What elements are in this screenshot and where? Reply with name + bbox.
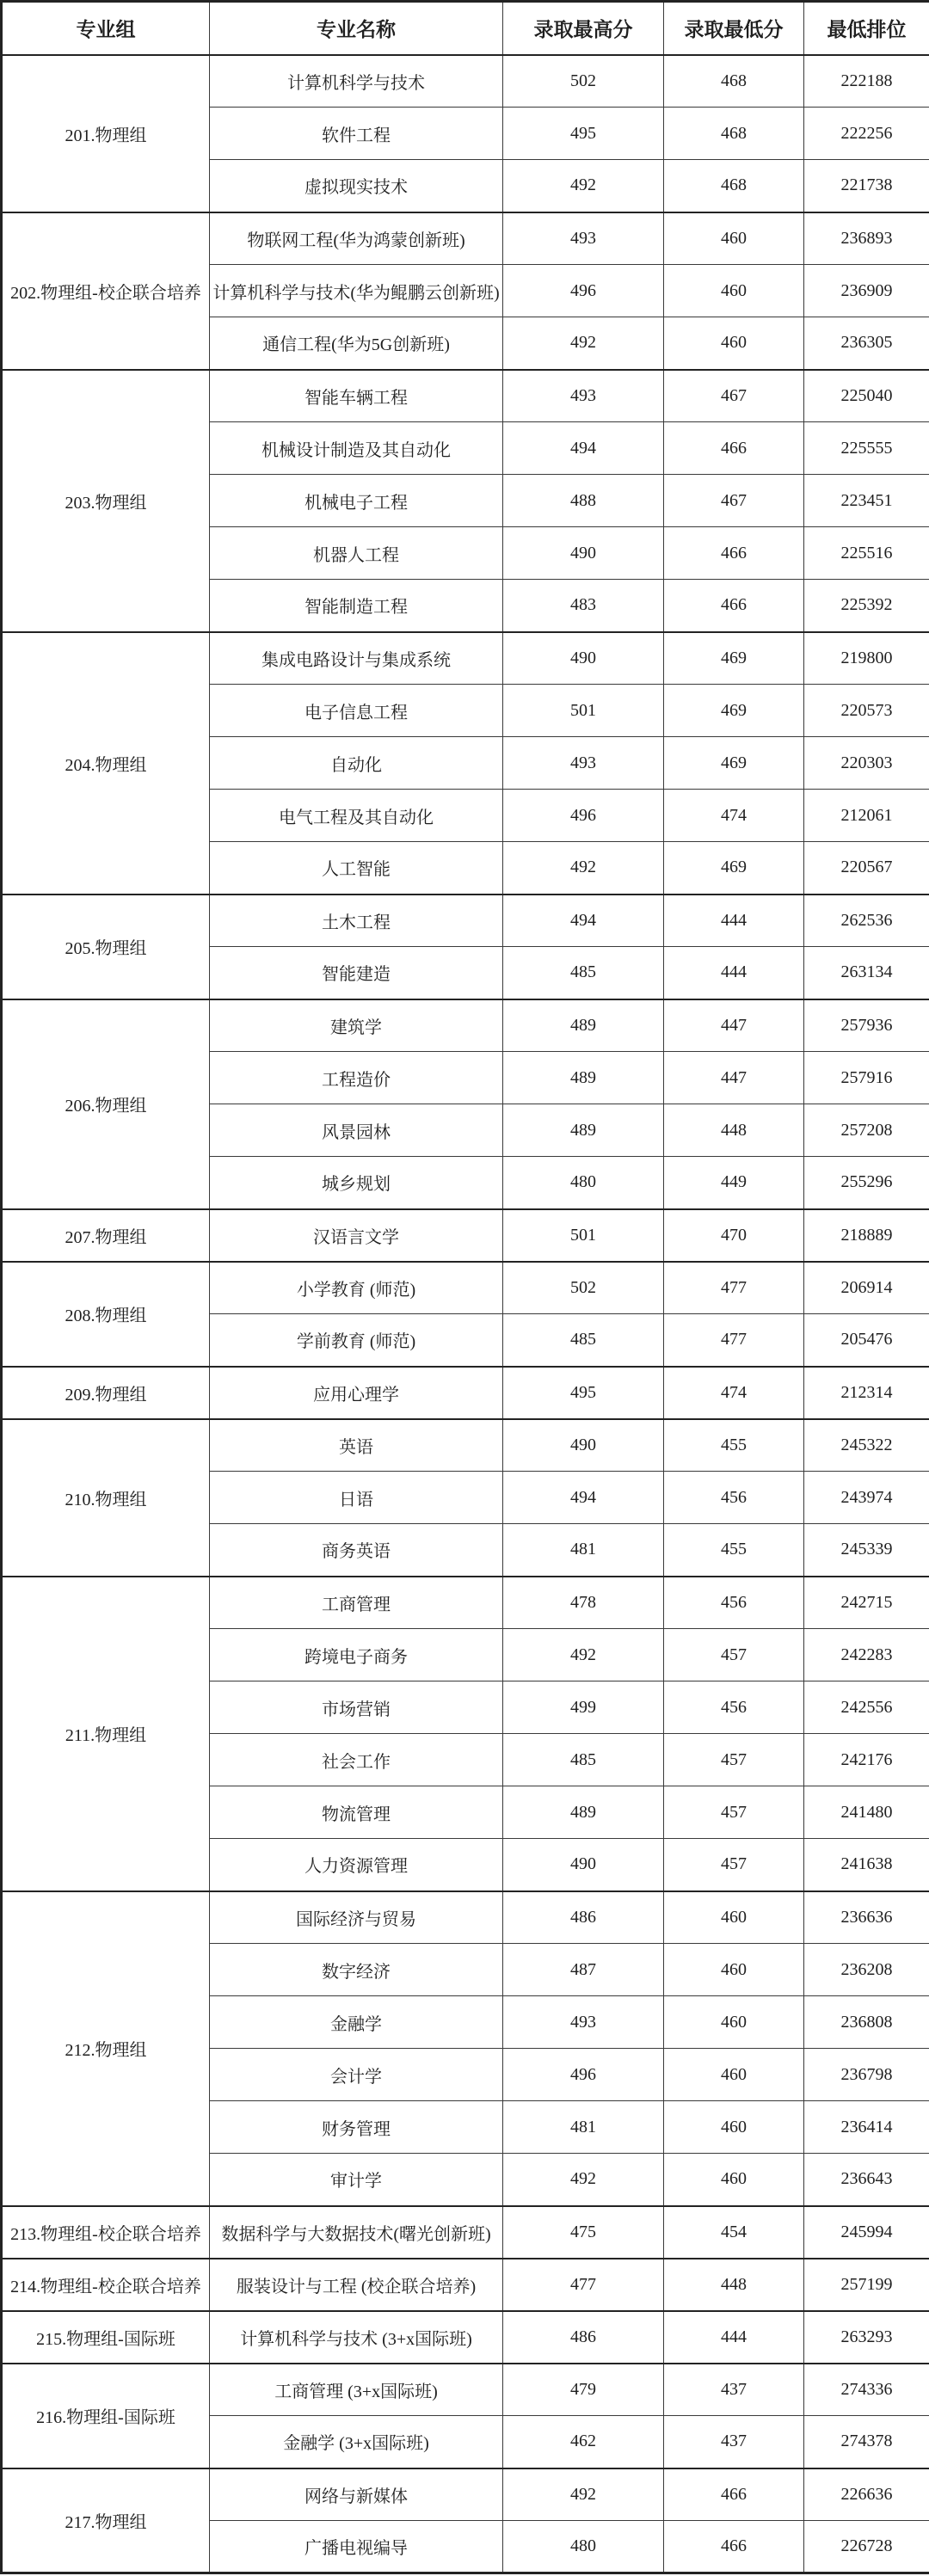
highest-score-cell: 479	[503, 2364, 664, 2416]
lowest-score-cell: 474	[664, 790, 804, 842]
lowest-rank-cell: 220303	[804, 737, 929, 790]
highest-score-cell: 493	[503, 1996, 664, 2049]
lowest-score-cell: 457	[664, 1629, 804, 1681]
lowest-rank-cell: 274378	[804, 2416, 929, 2468]
highest-score-cell: 502	[503, 1262, 664, 1314]
lowest-rank-cell: 226728	[804, 2521, 929, 2573]
highest-score-cell: 475	[503, 2206, 664, 2259]
header-row	[2, 2, 929, 55]
major-group-cell: 215.物理组-国际班	[2, 2311, 210, 2364]
lowest-rank-cell: 220567	[804, 842, 929, 895]
major-name-cell: 通信工程(华为5G创新班)	[210, 317, 503, 370]
lowest-rank-cell: 242283	[804, 1629, 929, 1681]
lowest-rank-cell: 257199	[804, 2259, 929, 2311]
lowest-score-cell: 469	[664, 842, 804, 895]
highest-score-cell: 493	[503, 370, 664, 422]
highest-score-cell: 485	[503, 947, 664, 999]
column-header-major-group: 专业组	[2, 2, 210, 55]
highest-score-cell: 495	[503, 108, 664, 160]
lowest-score-cell: 468	[664, 108, 804, 160]
highest-score-cell: 496	[503, 790, 664, 842]
highest-score-cell: 481	[503, 2101, 664, 2154]
table-row	[2, 370, 929, 422]
major-name-cell: 工商管理	[210, 1577, 503, 1629]
major-name-cell: 虚拟现实技术	[210, 160, 503, 212]
major-name-cell: 会计学	[210, 2049, 503, 2101]
lowest-score-cell: 460	[664, 317, 804, 370]
major-name-cell: 财务管理	[210, 2101, 503, 2154]
lowest-rank-cell: 242715	[804, 1577, 929, 1629]
major-group-cell: 213.物理组-校企联合培养	[2, 2206, 210, 2259]
lowest-score-cell: 437	[664, 2364, 804, 2416]
lowest-score-cell: 469	[664, 737, 804, 790]
major-group-cell: 217.物理组	[2, 2468, 210, 2573]
lowest-rank-cell: 257208	[804, 1104, 929, 1157]
lowest-rank-cell: 236208	[804, 1944, 929, 1996]
column-header-lowest-score: 录取最低分	[664, 2, 804, 55]
table-row	[2, 2468, 929, 2521]
highest-score-cell: 488	[503, 475, 664, 527]
major-group-cell: 214.物理组-校企联合培养	[2, 2259, 210, 2311]
table-row	[2, 55, 929, 108]
highest-score-cell: 485	[503, 1734, 664, 1786]
major-group-cell: 209.物理组	[2, 1367, 210, 1419]
major-name-cell: 跨境电子商务	[210, 1629, 503, 1681]
major-name-cell: 智能制造工程	[210, 580, 503, 632]
lowest-score-cell: 444	[664, 947, 804, 999]
lowest-score-cell: 444	[664, 895, 804, 947]
major-name-cell: 社会工作	[210, 1734, 503, 1786]
lowest-score-cell: 469	[664, 685, 804, 737]
major-name-cell: 日语	[210, 1472, 503, 1524]
lowest-rank-cell: 236893	[804, 212, 929, 265]
highest-score-cell: 487	[503, 1944, 664, 1996]
lowest-score-cell: 457	[664, 1734, 804, 1786]
lowest-score-cell: 466	[664, 422, 804, 475]
highest-score-cell: 483	[503, 580, 664, 632]
major-group-cell: 206.物理组	[2, 999, 210, 1209]
highest-score-cell: 494	[503, 1472, 664, 1524]
major-name-cell: 电气工程及其自动化	[210, 790, 503, 842]
major-group-cell: 205.物理组	[2, 895, 210, 999]
major-name-cell: 软件工程	[210, 108, 503, 160]
lowest-score-cell: 460	[664, 265, 804, 317]
major-name-cell: 英语	[210, 1419, 503, 1472]
column-header-major-name: 专业名称	[210, 2, 503, 55]
major-group-cell: 207.物理组	[2, 1209, 210, 1262]
lowest-rank-cell: 236643	[804, 2154, 929, 2206]
lowest-rank-cell: 222188	[804, 55, 929, 108]
highest-score-cell: 493	[503, 737, 664, 790]
lowest-rank-cell: 236305	[804, 317, 929, 370]
highest-score-cell: 489	[503, 1786, 664, 1839]
lowest-score-cell: 456	[664, 1681, 804, 1734]
lowest-rank-cell: 205476	[804, 1314, 929, 1367]
major-name-cell: 国际经济与贸易	[210, 1891, 503, 1944]
major-name-cell: 广播电视编导	[210, 2521, 503, 2573]
lowest-score-cell: 457	[664, 1786, 804, 1839]
table-header	[2, 2, 929, 55]
major-name-cell: 工程造价	[210, 1052, 503, 1104]
major-name-cell: 计算机科学与技术(华为鲲鹏云创新班)	[210, 265, 503, 317]
major-group-cell: 212.物理组	[2, 1891, 210, 2206]
table-row	[2, 2259, 929, 2311]
lowest-score-cell: 457	[664, 1839, 804, 1891]
major-name-cell: 数字经济	[210, 1944, 503, 1996]
lowest-score-cell: 474	[664, 1367, 804, 1419]
lowest-rank-cell: 257936	[804, 999, 929, 1052]
major-name-cell: 人力资源管理	[210, 1839, 503, 1891]
major-name-cell: 物流管理	[210, 1786, 503, 1839]
major-name-cell: 金融学 (3+x国际班)	[210, 2416, 503, 2468]
lowest-score-cell: 455	[664, 1524, 804, 1577]
lowest-rank-cell: 225392	[804, 580, 929, 632]
highest-score-cell: 477	[503, 2259, 664, 2311]
table-row	[2, 895, 929, 947]
lowest-score-cell: 449	[664, 1157, 804, 1209]
highest-score-cell: 492	[503, 2154, 664, 2206]
highest-score-cell: 502	[503, 55, 664, 108]
lowest-rank-cell: 236414	[804, 2101, 929, 2154]
table-row	[2, 1419, 929, 1472]
major-group-cell: 208.物理组	[2, 1262, 210, 1367]
lowest-score-cell: 447	[664, 999, 804, 1052]
highest-score-cell: 492	[503, 1629, 664, 1681]
lowest-rank-cell: 263293	[804, 2311, 929, 2364]
lowest-score-cell: 444	[664, 2311, 804, 2364]
lowest-score-cell: 448	[664, 2259, 804, 2311]
lowest-score-cell: 466	[664, 2521, 804, 2573]
highest-score-cell: 480	[503, 2521, 664, 2573]
lowest-score-cell: 456	[664, 1472, 804, 1524]
lowest-rank-cell: 241638	[804, 1839, 929, 1891]
lowest-rank-cell: 219800	[804, 632, 929, 685]
lowest-score-cell: 477	[664, 1314, 804, 1367]
table-row	[2, 1367, 929, 1419]
table-row	[2, 2311, 929, 2364]
table-row	[2, 1891, 929, 1944]
major-group-cell: 201.物理组	[2, 55, 210, 212]
major-name-cell: 土木工程	[210, 895, 503, 947]
highest-score-cell: 492	[503, 160, 664, 212]
major-name-cell: 机械设计制造及其自动化	[210, 422, 503, 475]
highest-score-cell: 490	[503, 1419, 664, 1472]
table-row	[2, 1209, 929, 1262]
major-group-cell: 202.物理组-校企联合培养	[2, 212, 210, 370]
highest-score-cell: 481	[503, 1524, 664, 1577]
major-name-cell: 市场营销	[210, 1681, 503, 1734]
lowest-rank-cell: 226636	[804, 2468, 929, 2521]
lowest-rank-cell: 262536	[804, 895, 929, 947]
highest-score-cell: 485	[503, 1314, 664, 1367]
highest-score-cell: 480	[503, 1157, 664, 1209]
lowest-score-cell: 460	[664, 2101, 804, 2154]
lowest-score-cell: 466	[664, 2468, 804, 2521]
lowest-score-cell: 477	[664, 1262, 804, 1314]
major-name-cell: 人工智能	[210, 842, 503, 895]
major-group-cell: 210.物理组	[2, 1419, 210, 1577]
lowest-score-cell: 466	[664, 527, 804, 580]
lowest-score-cell: 460	[664, 212, 804, 265]
highest-score-cell: 490	[503, 632, 664, 685]
lowest-rank-cell: 263134	[804, 947, 929, 999]
table-row	[2, 2206, 929, 2259]
highest-score-cell: 489	[503, 999, 664, 1052]
highest-score-cell: 495	[503, 1367, 664, 1419]
lowest-score-cell: 468	[664, 55, 804, 108]
highest-score-cell: 499	[503, 1681, 664, 1734]
highest-score-cell: 478	[503, 1577, 664, 1629]
lowest-rank-cell: 206914	[804, 1262, 929, 1314]
lowest-score-cell: 460	[664, 1891, 804, 1944]
highest-score-cell: 494	[503, 422, 664, 475]
highest-score-cell: 490	[503, 527, 664, 580]
highest-score-cell: 494	[503, 895, 664, 947]
lowest-rank-cell: 220573	[804, 685, 929, 737]
lowest-rank-cell: 255296	[804, 1157, 929, 1209]
lowest-score-cell: 469	[664, 632, 804, 685]
major-group-cell: 204.物理组	[2, 632, 210, 895]
lowest-rank-cell: 212061	[804, 790, 929, 842]
major-name-cell: 工商管理 (3+x国际班)	[210, 2364, 503, 2416]
lowest-score-cell: 466	[664, 580, 804, 632]
highest-score-cell: 492	[503, 2468, 664, 2521]
major-name-cell: 学前教育 (师范)	[210, 1314, 503, 1367]
lowest-rank-cell: 236909	[804, 265, 929, 317]
major-name-cell: 审计学	[210, 2154, 503, 2206]
table-row	[2, 2364, 929, 2416]
lowest-rank-cell: 242556	[804, 1681, 929, 1734]
table-row	[2, 212, 929, 265]
major-group-cell: 203.物理组	[2, 370, 210, 632]
highest-score-cell: 462	[503, 2416, 664, 2468]
highest-score-cell: 501	[503, 1209, 664, 1262]
table-row	[2, 632, 929, 685]
lowest-rank-cell: 242176	[804, 1734, 929, 1786]
highest-score-cell: 489	[503, 1104, 664, 1157]
major-name-cell: 服装设计与工程 (校企联合培养)	[210, 2259, 503, 2311]
lowest-score-cell: 448	[664, 1104, 804, 1157]
major-name-cell: 集成电路设计与集成系统	[210, 632, 503, 685]
lowest-rank-cell: 221738	[804, 160, 929, 212]
lowest-rank-cell: 223451	[804, 475, 929, 527]
highest-score-cell: 501	[503, 685, 664, 737]
table-row	[2, 999, 929, 1052]
lowest-rank-cell: 222256	[804, 108, 929, 160]
major-name-cell: 物联网工程(华为鸿蒙创新班)	[210, 212, 503, 265]
highest-score-cell: 492	[503, 842, 664, 895]
lowest-rank-cell: 225555	[804, 422, 929, 475]
major-name-cell: 商务英语	[210, 1524, 503, 1577]
major-name-cell: 自动化	[210, 737, 503, 790]
lowest-score-cell: 468	[664, 160, 804, 212]
lowest-score-cell: 455	[664, 1419, 804, 1472]
major-name-cell: 智能车辆工程	[210, 370, 503, 422]
highest-score-cell: 496	[503, 265, 664, 317]
lowest-score-cell: 460	[664, 2154, 804, 2206]
major-name-cell: 金融学	[210, 1996, 503, 2049]
major-name-cell: 电子信息工程	[210, 685, 503, 737]
major-name-cell: 数据科学与大数据技术(曙光创新班)	[210, 2206, 503, 2259]
major-name-cell: 城乡规划	[210, 1157, 503, 1209]
lowest-score-cell: 470	[664, 1209, 804, 1262]
lowest-score-cell: 460	[664, 1996, 804, 2049]
highest-score-cell: 486	[503, 1891, 664, 1944]
highest-score-cell: 492	[503, 317, 664, 370]
lowest-score-cell: 460	[664, 2049, 804, 2101]
column-header-lowest-rank: 最低排位	[804, 2, 929, 55]
lowest-rank-cell: 225040	[804, 370, 929, 422]
highest-score-cell: 486	[503, 2311, 664, 2364]
table-row	[2, 1262, 929, 1314]
major-name-cell: 计算机科学与技术	[210, 55, 503, 108]
major-name-cell: 小学教育 (师范)	[210, 1262, 503, 1314]
major-name-cell: 应用心理学	[210, 1367, 503, 1419]
major-group-cell: 211.物理组	[2, 1577, 210, 1891]
lowest-rank-cell: 243974	[804, 1472, 929, 1524]
lowest-score-cell: 460	[664, 1944, 804, 1996]
column-header-highest-score: 录取最高分	[503, 2, 664, 55]
lowest-score-cell: 467	[664, 475, 804, 527]
lowest-rank-cell: 218889	[804, 1209, 929, 1262]
highest-score-cell: 490	[503, 1839, 664, 1891]
lowest-rank-cell: 245994	[804, 2206, 929, 2259]
highest-score-cell: 489	[503, 1052, 664, 1104]
major-name-cell: 建筑学	[210, 999, 503, 1052]
major-group-cell: 216.物理组-国际班	[2, 2364, 210, 2468]
highest-score-cell: 493	[503, 212, 664, 265]
table-row	[2, 1577, 929, 1629]
lowest-score-cell: 447	[664, 1052, 804, 1104]
lowest-score-cell: 456	[664, 1577, 804, 1629]
lowest-rank-cell: 245322	[804, 1419, 929, 1472]
lowest-score-cell: 467	[664, 370, 804, 422]
highest-score-cell: 496	[503, 2049, 664, 2101]
lowest-rank-cell: 225516	[804, 527, 929, 580]
major-name-cell: 计算机科学与技术 (3+x国际班)	[210, 2311, 503, 2364]
major-name-cell: 汉语言文学	[210, 1209, 503, 1262]
lowest-rank-cell: 212314	[804, 1367, 929, 1419]
lowest-rank-cell: 236636	[804, 1891, 929, 1944]
lowest-rank-cell: 236808	[804, 1996, 929, 2049]
lowest-rank-cell: 245339	[804, 1524, 929, 1577]
lowest-rank-cell: 257916	[804, 1052, 929, 1104]
lowest-score-cell: 437	[664, 2416, 804, 2468]
table-body	[2, 55, 929, 2573]
lowest-rank-cell: 241480	[804, 1786, 929, 1839]
major-name-cell: 风景园林	[210, 1104, 503, 1157]
lowest-rank-cell: 274336	[804, 2364, 929, 2416]
lowest-score-cell: 454	[664, 2206, 804, 2259]
major-name-cell: 智能建造	[210, 947, 503, 999]
lowest-rank-cell: 236798	[804, 2049, 929, 2101]
major-name-cell: 机器人工程	[210, 527, 503, 580]
major-name-cell: 网络与新媒体	[210, 2468, 503, 2521]
major-name-cell: 机械电子工程	[210, 475, 503, 527]
